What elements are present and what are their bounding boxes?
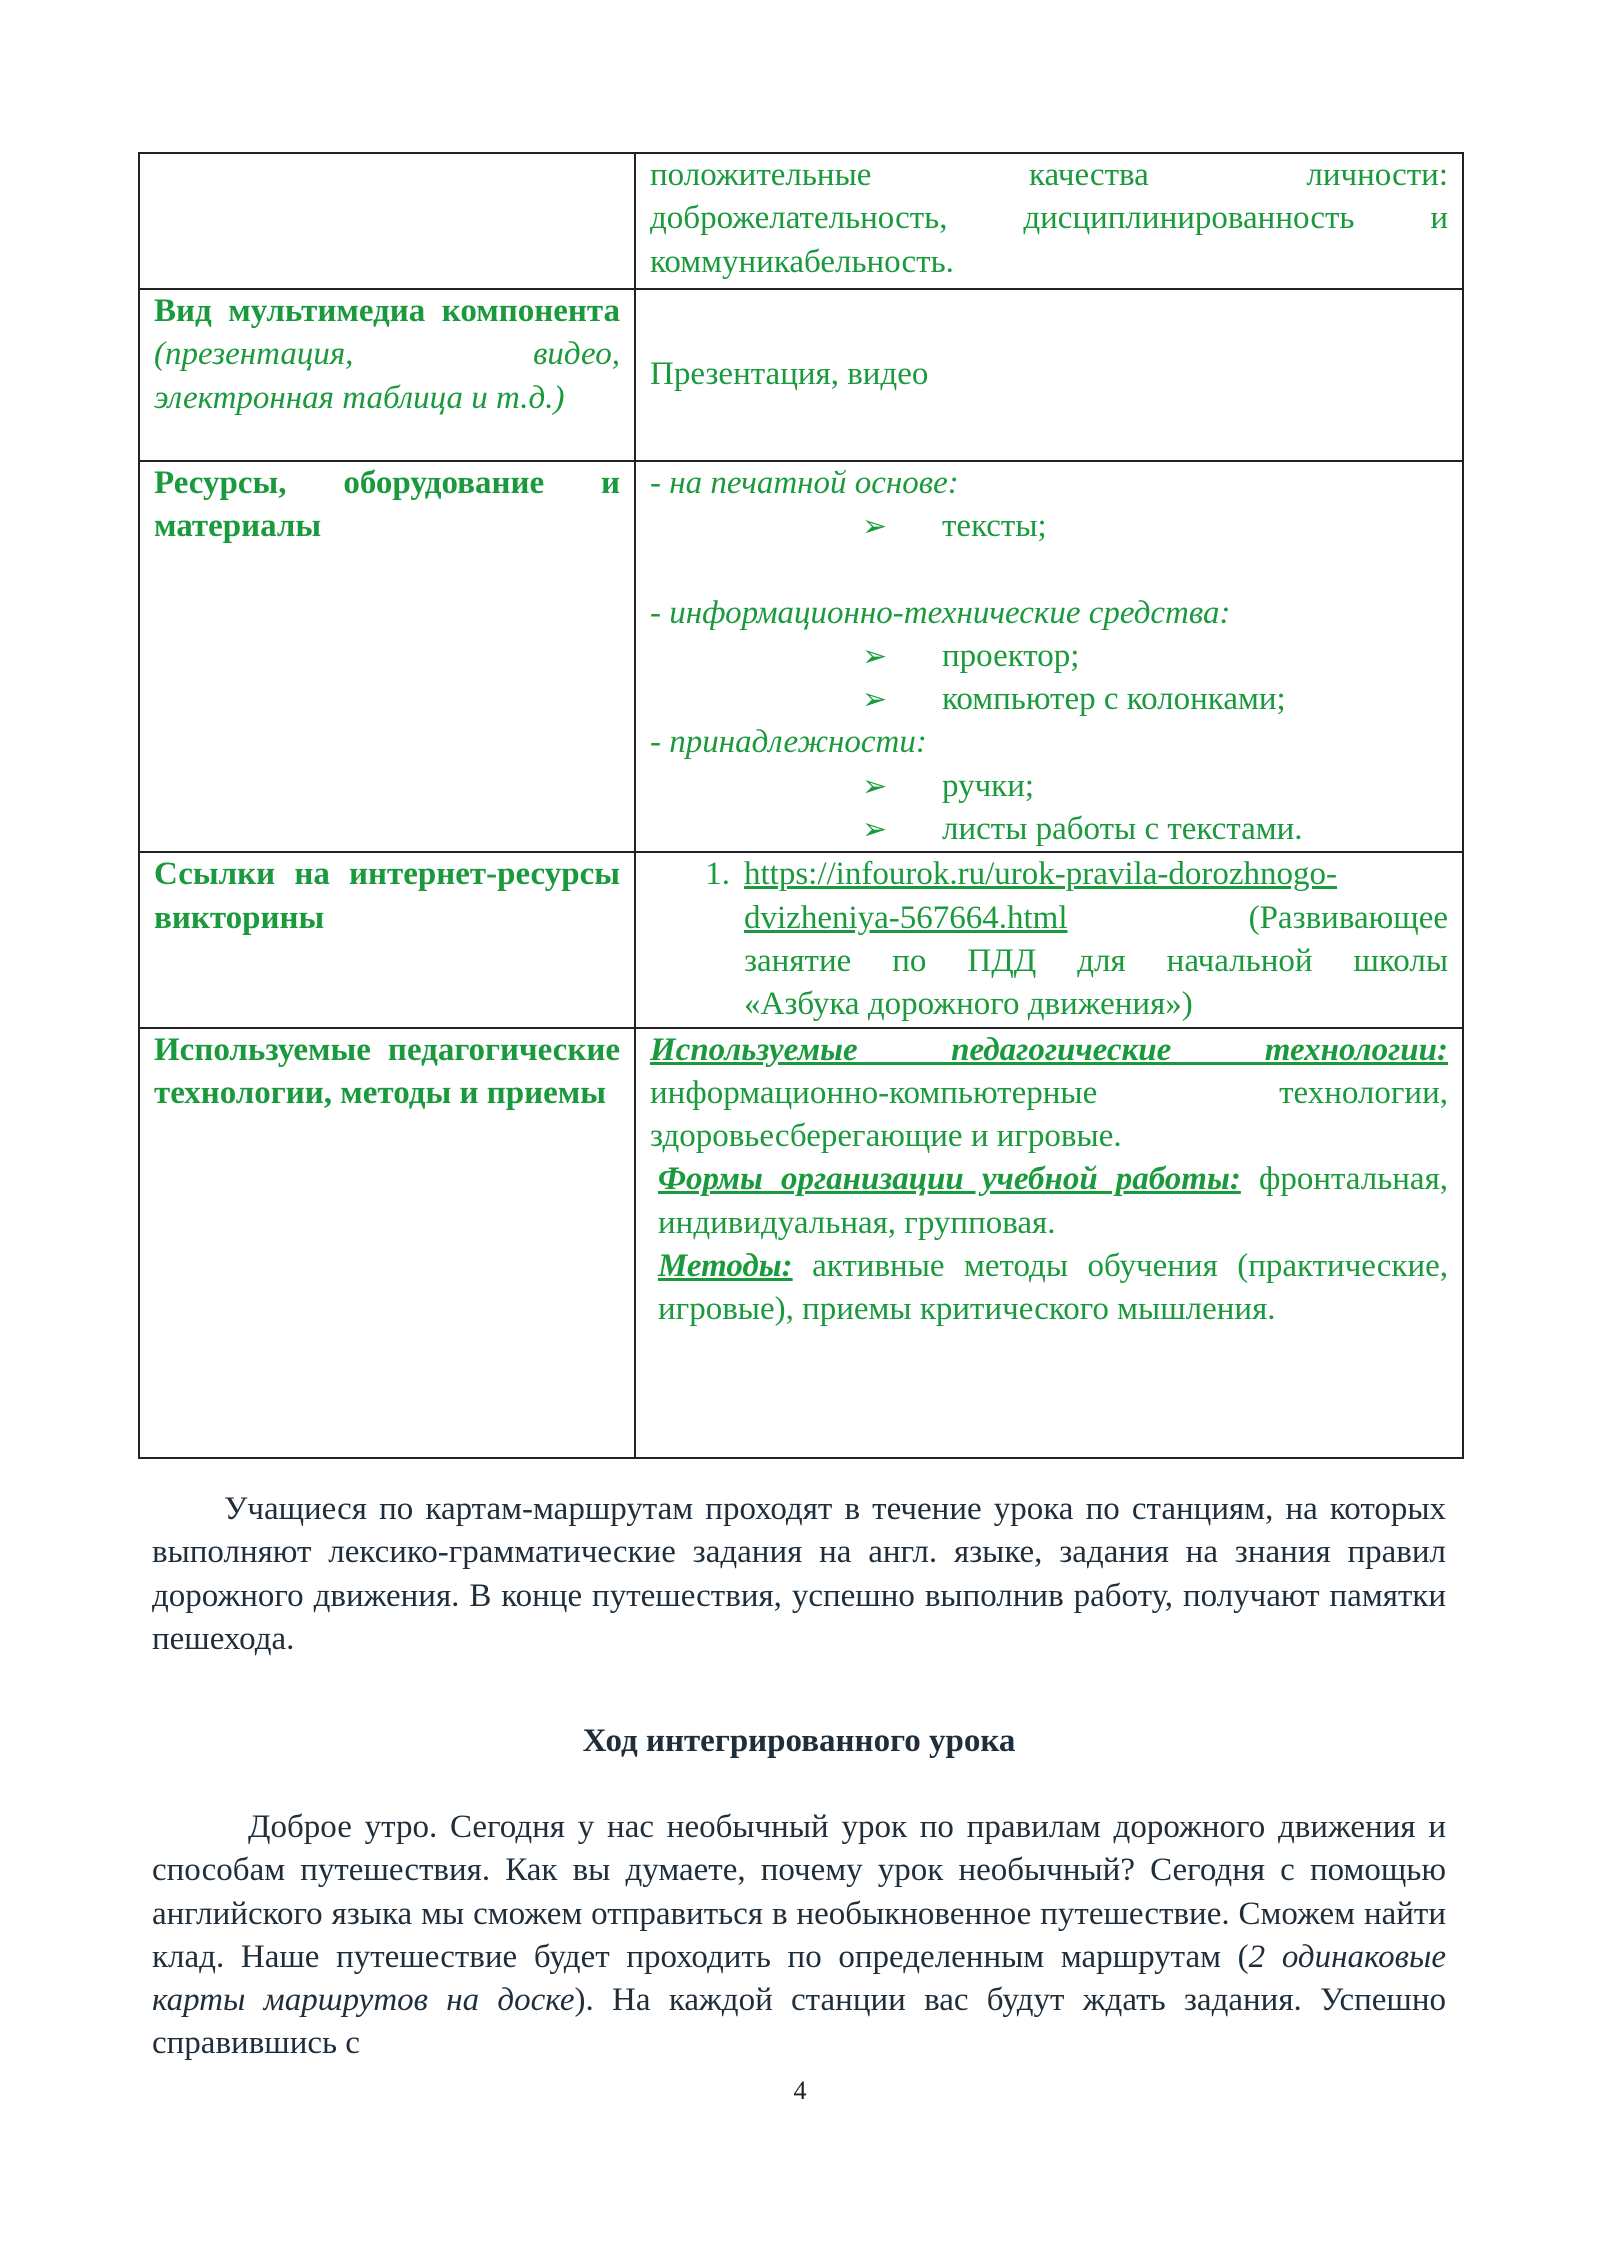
multimedia-value: Презентация, видео bbox=[650, 356, 929, 393]
technologies-text: информационно-компьютерные технологии, здоровьесберегающие и игровые. bbox=[650, 1074, 1448, 1155]
resources-group-title: - информационно-технические средства: bbox=[650, 594, 1231, 631]
resources-cell bbox=[635, 461, 1463, 852]
link-description: занятие по ПДД для начальной школы bbox=[744, 942, 1448, 979]
resources-group-title: - на печатной основе: bbox=[650, 465, 959, 501]
list-item: ➢ листы работы с текстами. bbox=[650, 808, 1448, 851]
table-row bbox=[139, 1028, 1463, 1458]
forms-title: Формы организации учебной работы: bbox=[658, 1161, 1241, 1198]
arrow-bullet-icon: ➢ bbox=[862, 682, 888, 718]
link-description: (Развивающее bbox=[1248, 899, 1448, 936]
arrow-bullet-icon: ➢ bbox=[862, 812, 888, 848]
paragraph-intro: Учащиеся по картам-маршрутам проходят в течение урока по станциям, на которых выполняют лексико-грамматические задания на англ. языке, задания на знания правил дорожного движения. В конце путешествия, успешно выполнив работу, получают памятки пешехода. bbox=[152, 1491, 1446, 1657]
resources-group-title: - принадлежности: bbox=[650, 724, 927, 761]
resources-label-cell bbox=[139, 461, 635, 852]
technologies-title: Используемые педагогические технологии: bbox=[650, 1031, 1448, 1068]
links-label: Ссылки на интернет-ресурсы викторины bbox=[154, 856, 620, 936]
technologies-cell bbox=[635, 1028, 1463, 1458]
technologies-label: Используемые педагогические технологии, методы и приемы bbox=[154, 1031, 620, 1111]
list-item: ➢ тексты; bbox=[650, 505, 1448, 548]
table-row bbox=[139, 461, 1463, 852]
infourok-link[interactable]: https://infourok.ru/urok-pravila-dorozhnogo- bbox=[744, 856, 1337, 893]
link-description: «Азбука дорожного движения») bbox=[744, 986, 1193, 1023]
links-cell bbox=[635, 852, 1463, 1027]
multimedia-label-cell bbox=[139, 289, 635, 461]
list-item: ➢ компьютер с колонками; bbox=[650, 678, 1448, 721]
links-label-cell bbox=[139, 852, 635, 1027]
paragraph-lesson: Доброе утро. Сегодня у нас необычный урок по правилам дорожного движения и способам путешествия. Как вы думаете, почему урок необычный? Сегодня с помощью английского языка мы сможем отправиться в необыкновенное путешествие. Сможем найти клад. Наше путешествие будет проходить по определенным маршрутам (2 одинаковые карты маршрутов на доске). На каждой станции вас будут ждать задания. Успешно справившись с bbox=[152, 1809, 1446, 2062]
infourok-link-continued[interactable]: dvizheniya-567664.html bbox=[744, 899, 1068, 936]
qualities-line: положительные качества личности: bbox=[650, 157, 1448, 193]
methods-text: активные методы обучения (практические, игровые), приемы критического мышления. bbox=[658, 1248, 1448, 1328]
arrow-bullet-icon: ➢ bbox=[862, 638, 888, 674]
list-item: ➢ проектор; bbox=[650, 635, 1448, 678]
table-row bbox=[139, 852, 1463, 1027]
multimedia-label-hint: (презентация, видео, электронная таблица и т.д.) bbox=[154, 336, 620, 416]
qualities-line: коммуникабельность. bbox=[650, 243, 954, 280]
page-number: 4 bbox=[793, 2076, 807, 2105]
forms-text: фронтальная, индивидуальная, групповая. bbox=[658, 1161, 1448, 1241]
methods-title: Методы: bbox=[658, 1248, 793, 1285]
lesson-info-table bbox=[138, 152, 1464, 1459]
multimedia-value-cell bbox=[635, 289, 1463, 461]
list-item bbox=[650, 853, 1448, 1026]
paragraph-italic: 2 одинаковые карты маршрутов на доске bbox=[152, 1938, 1446, 2019]
section-heading: Ход интегрированного урока bbox=[582, 1723, 1016, 1759]
qualities-line: доброжелательность, дисциплинированность и bbox=[650, 200, 1448, 237]
arrow-bullet-icon: ➢ bbox=[862, 768, 888, 804]
table-cell-empty bbox=[139, 153, 635, 289]
table-row bbox=[139, 153, 1463, 289]
list-number: 1. bbox=[705, 856, 730, 893]
table-row bbox=[139, 289, 1463, 461]
list-item: ➢ ручки; bbox=[650, 765, 1448, 808]
arrow-bullet-icon: ➢ bbox=[862, 509, 888, 545]
multimedia-label: Вид мультимедиа компонента bbox=[154, 293, 620, 329]
resources-label: Ресурсы, оборудование и материалы bbox=[154, 465, 620, 545]
technologies-label-cell bbox=[139, 1028, 635, 1458]
qualities-cell bbox=[635, 153, 1463, 289]
